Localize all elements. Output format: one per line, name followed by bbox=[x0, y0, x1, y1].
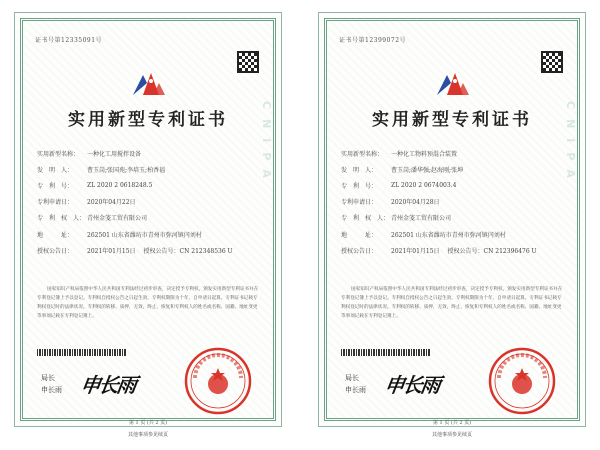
patent-certificate-2 bbox=[318, 12, 586, 427]
field-value: 2021年01月15日 bbox=[391, 247, 440, 255]
official-seal-icon bbox=[183, 346, 253, 416]
certificate-number: 证书号第12335091号 bbox=[35, 37, 103, 44]
field-value: ZL 2020 2 0674003.4 bbox=[391, 181, 457, 189]
field-row bbox=[37, 145, 263, 161]
field-value: 曹玉岗;潘华强;赵海刚;张坤 bbox=[391, 166, 464, 174]
director-name-label: 申长雨 bbox=[41, 386, 62, 394]
watermark: CNIPA bbox=[564, 101, 577, 188]
field-value: 曹玉岗;张国苑;李培玉;柏香福 bbox=[87, 166, 166, 174]
qr-code-icon bbox=[237, 51, 259, 73]
field-label: 发 明 人： bbox=[37, 166, 74, 174]
field-value: 一种化工用搅拌设备 bbox=[87, 150, 142, 158]
certificate-title: 实用新型专利证书 bbox=[372, 110, 532, 130]
field-label: 实用新型名称： bbox=[37, 150, 80, 158]
cnipa-logo-icon bbox=[129, 69, 167, 99]
certificate-number: 证书号第12399072号 bbox=[339, 37, 407, 44]
director-label: 局长 bbox=[41, 374, 55, 382]
field-label: 实用新型名称： bbox=[341, 150, 384, 158]
certificate-frame bbox=[20, 18, 276, 426]
field-value: 262501 山东省潍坊市青州市弥河镇闫刘村 bbox=[87, 231, 202, 239]
certificate-fields bbox=[341, 145, 567, 258]
field-value: 2021年01月15日 bbox=[87, 247, 136, 255]
field-label: 地 址： bbox=[341, 231, 378, 239]
field-value: ZL 2020 2 0618248.5 bbox=[87, 181, 153, 189]
watermark: CNIPA bbox=[260, 101, 273, 188]
field-label: 专利申请日： bbox=[341, 199, 378, 207]
director-signature: 申长雨 bbox=[79, 373, 137, 397]
field-value: 262501 山东省潍坊市青州市弥河镇闫刘村 bbox=[391, 231, 506, 239]
field-label: 授权公告日： bbox=[37, 247, 74, 255]
field-row bbox=[341, 177, 567, 193]
certificate-paragraph: 国家知识产权局依照中华人民共和国专利法经过初步审查，决定授予专利权，颁发实用新型专利证书并在专利登记簿上予以登记。专利权自授权公告之日起生效。专利权期限为十年，自申请日起算。专利证书记载专利权登记时的法律状况。专利权的转移、质押、无效、终止、恢复和专利权人的姓名或名称、国籍、地址变更等事项记载在专利登记簿上。 bbox=[37, 287, 259, 319]
field-extra: 授权公告号：CN 212396476 U bbox=[447, 247, 537, 255]
field-value: 2020年04月28日 bbox=[391, 199, 440, 207]
official-seal-icon bbox=[487, 346, 557, 416]
director-name-label: 申长雨 bbox=[345, 386, 366, 394]
cnipa-logo-icon bbox=[433, 69, 471, 99]
field-label: 专 利 号： bbox=[37, 182, 74, 190]
field-row bbox=[37, 242, 263, 258]
barcode-icon bbox=[341, 349, 431, 356]
field-extra: 授权公告号：CN 212348536 U bbox=[143, 247, 233, 255]
footer-note: 其他事项参见续页 bbox=[431, 432, 472, 438]
field-row bbox=[341, 210, 567, 226]
page-number: 第 1 页 (共 2 页) bbox=[128, 420, 168, 426]
field-label: 专 利 权 人： bbox=[341, 215, 390, 223]
footer-note: 其他事项参见续页 bbox=[127, 432, 168, 438]
field-row bbox=[341, 145, 567, 161]
field-label: 专 利 权 人： bbox=[37, 215, 86, 223]
certificate-frame bbox=[324, 18, 580, 426]
field-row bbox=[341, 242, 567, 258]
qr-code-icon bbox=[541, 51, 563, 73]
field-value: 青州金笺工贸有限公司 bbox=[87, 215, 148, 223]
certificate-title: 实用新型专利证书 bbox=[68, 110, 228, 130]
field-row bbox=[37, 177, 263, 193]
barcode-icon bbox=[37, 349, 127, 356]
certificate-paragraph: 国家知识产权局依照中华人民共和国专利法经过初步审查，决定授予专利权，颁发实用新型专利证书并在专利登记簿上予以登记。专利权自授权公告之日起生效。专利权期限为十年，自申请日起算。专利证书记载专利权登记时的法律状况。专利权的转移、质押、无效、终止、恢复和专利权人的姓名或名称、国籍、地址变更等事项记载在专利登记簿上。 bbox=[341, 287, 563, 319]
field-row bbox=[37, 226, 263, 242]
field-row bbox=[37, 194, 263, 210]
patent-certificate-1 bbox=[14, 12, 282, 427]
director-label: 局长 bbox=[345, 374, 359, 382]
field-row bbox=[341, 226, 567, 242]
field-label: 专利申请日： bbox=[37, 199, 74, 207]
page-number: 第 1 页 (共 2 页) bbox=[432, 420, 472, 426]
certificate-fields bbox=[37, 145, 263, 258]
field-row bbox=[37, 210, 263, 226]
field-label: 专 利 号： bbox=[341, 182, 378, 190]
field-row bbox=[341, 161, 567, 177]
field-label: 授权公告日： bbox=[341, 247, 378, 255]
field-value: 一种化工物料预混合装置 bbox=[391, 150, 458, 158]
field-value: 2020年04月22日 bbox=[87, 199, 136, 207]
field-label: 发 明 人： bbox=[341, 166, 378, 174]
field-value: 青州金笺工贸有限公司 bbox=[391, 215, 452, 223]
field-row bbox=[341, 194, 567, 210]
field-row bbox=[37, 161, 263, 177]
field-label: 地 址： bbox=[37, 231, 74, 239]
director-signature: 申长雨 bbox=[383, 373, 441, 397]
